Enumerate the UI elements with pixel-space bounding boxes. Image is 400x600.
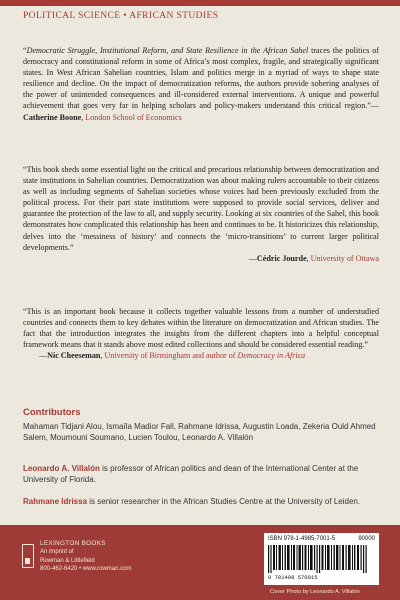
quote-text: traces the politics of democracy and constitutional reform in some of Africa’s most complex, fragile, and strategically significant states. In West African Sahelian countries, Islam and politics merge in a myriad of ways to shape state resilience and decline. On the impact of democratization reforms, the authors provide sobering analyses of the power of unintended consequences and ill-considered external interventions. A unique and powerful achievement that goes very far in helping scholars and policy-makers understand this critical region.” (23, 46, 379, 111)
editor-bio-2 (23, 496, 379, 507)
attribution: —Cédric Jourde, University of Ottawa (248, 253, 379, 263)
reviewer-name: Cédric Jourde (256, 253, 307, 263)
open-quote: “ (23, 307, 27, 316)
publisher-logo-icon (22, 544, 34, 568)
editor-bio-1 (23, 463, 379, 485)
category-label: POLITICAL SCIENCE • AFRICAN STUDIES (23, 11, 219, 21)
book-title: Democratic Struggle, Institutional Reform, and State Resilience in the African Sahel (26, 46, 309, 55)
review-quote-2 (23, 164, 379, 264)
publisher-name: LEXINGTON BOOKS (40, 540, 106, 547)
editor-name: Leonardo A. Villalón (23, 464, 100, 473)
cover-photo-credit: Cover Photo by Leonardo A. Villalón (270, 589, 360, 595)
isbn-label: ISBN 978-1-4985-7001-5 (268, 536, 336, 542)
reviewer-affiliation: University of Birmingham and author of (104, 351, 238, 361)
reviewer-affiliation: London School of Economics (85, 112, 182, 122)
barcode-panel (264, 533, 379, 585)
open-quote: “ (23, 165, 27, 174)
quote-text: This is an important book because it collects together valuable lessons from a number of understudied countries and connects them to key debates within the literature on democratization and African studies. The fact that the introduction integrates the insights from the different chapters into a helpful conceptual framework means that it stands above most edited collections and should be considered essential reading.” (23, 307, 379, 350)
editor-name: Rahmane Idrissa (23, 497, 88, 506)
review-quote-3 (23, 306, 379, 361)
barcode-digits: 9 781498 570015 (268, 574, 318, 581)
reviewer-name: Nic Cheeseman (47, 351, 101, 361)
publisher-imprint-line: An imprint of (40, 549, 74, 556)
reviewer-name: Catherine Boone (23, 112, 82, 122)
publisher-info (40, 540, 160, 573)
publisher-parent: Rowman & Littlefield (40, 557, 95, 564)
quote-text: This book sheds some essential light on the critical and precarious relationship between democratization and state institutions in Sahelian countries. Democratization was about making rulers accountable to their citizens as well as including segments of Sahelian societies whose voices had been previously excluded from the political process. For their part state institutions were supposed to provide social services, deliver and guarantee the protection of the law to all, and supply security. Looking at six countries of the Sahel, this book demonstrates how complicated this relationship has been and continues to be. It historicizes this relationship, delves into the ‘messiness of history’ and connects the ‘micro-transitions’ to current larger political developments.” (23, 165, 379, 252)
editor-bio-text: is professor of African politics and dean of the International Center at the University of Florida. (23, 464, 359, 484)
publisher-contact: 800-462-6420 • www.rowman.com (40, 565, 132, 572)
attribution: —Nic Cheeseman, University of Birmingham and author of Democracy in Africa (39, 351, 306, 361)
reviewer-affiliation: University of Ottawa (310, 253, 379, 263)
review-quote-1: “Democratic Struggle, Institutional Reform, and State Resilience in the African Sahel traces the politics of democracy and constitutional reform in some of Africa’s most complex, fragile, and strategically significant states. In West African Sahelian countries, Islam and politics merge in a myriad of ways to shape state resilience and decline. On the impact of democratization reforms, the authors provide sobering analyses of the power of unintended consequences and ill-considered external interventions. A unique and powerful achievement that goes very far in helping scholars and policy-makers understand this critical region.”—Catherine Boone, London School of Economics (23, 46, 379, 122)
open-quote: “ (23, 46, 27, 55)
editor-bio-text: is senior researcher in the African Studies Centre at the University of Leiden. (87, 497, 361, 506)
top-accent-bar (0, 0, 400, 6)
contributors-heading: Contributors (23, 407, 81, 418)
contributors-list: Mahaman Tidjani Alou, Ismaïla Madior Fall, Rahmane Idrissa, Augustin Loada, Zekeria Ould Ahmed Salem, Moumouni Soumano, Lucien Toulou, Leonardo A. Villalón (23, 422, 376, 442)
price-code: 90000 (358, 536, 375, 542)
barcode-icon (268, 545, 375, 573)
referenced-book-title: Democracy in Africa (237, 351, 306, 361)
